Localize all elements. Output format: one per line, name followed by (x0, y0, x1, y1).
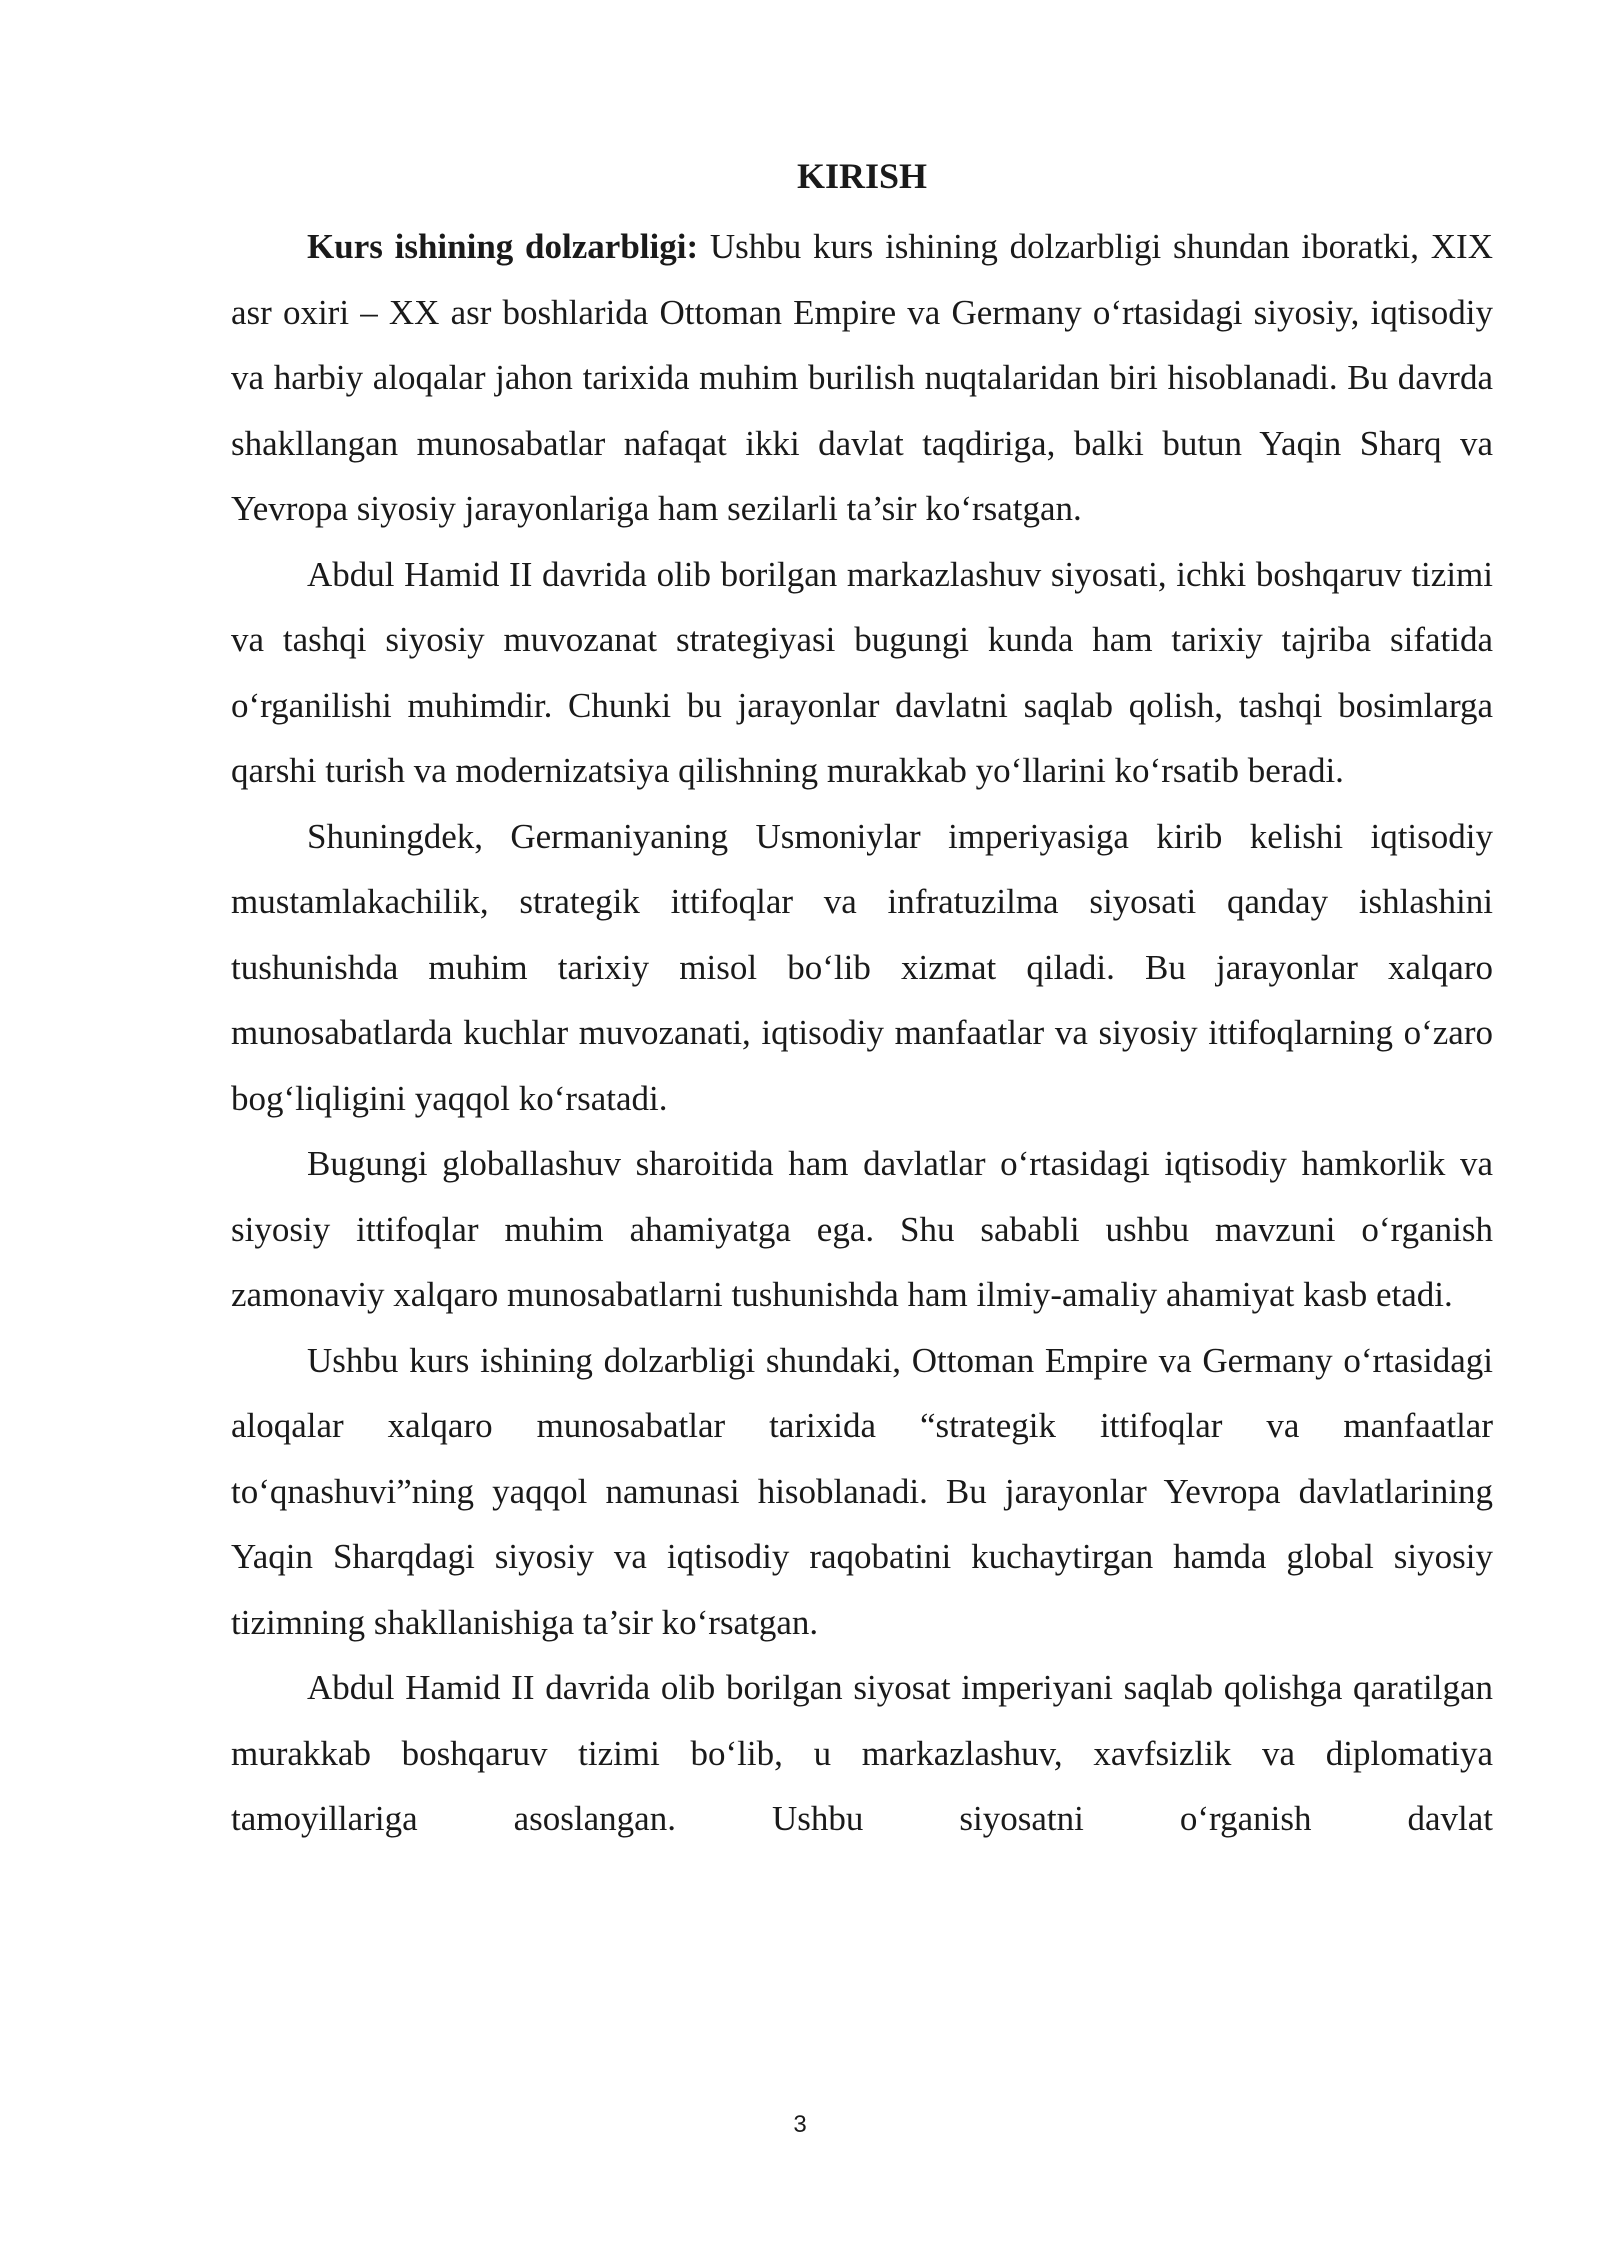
paragraph-globalization: Bugungi globallashuv sharoitida ham davlatlar o‘rtasidagi iqtisodiy hamkorlik va siyosiy ittifoqlar muhim ahamiyatga ega. Shu sababli ushbu mavzuni o‘rganish zamonaviy xalqaro munosabatlarni tushunishda ham ilmiy-amaliy ahamiyat kasb etadi. (231, 1144, 1493, 1314)
paragraph-relevance (231, 214, 1493, 542)
paragraph-germany-entry: Shuningdek, Germaniyaning Usmoniylar imperiyasiga kirib kelishi iqtisodiy mustamlakachilik, strategik ittifoqlar va infratuzilma siyosati qanday ishlashini tushunishda muhim tarixiy misol bo‘lib xizmat qiladi. Bu jarayonlar xalqaro munosabatlarda kuchlar muvozanati, iqtisodiy manfaatlar va siyosiy ittifoqlarning o‘zaro bog‘liqligini yaqqol ko‘rsatadi. (231, 816, 1493, 1118)
page-content (231, 150, 1493, 1852)
paragraph-strategic-alliances: Ushbu kurs ishining dolzarbligi shundaki, Ottoman Empire va Germany o‘rtasidagi aloqalar xalqaro munosabatlar tarixida “strategik ittifoqlar va manfaatlar to‘qnashuvi”ning yaqqol namunasi hisoblanadi. Bu jarayonlar Yevropa davlatlarining Yaqin Sharqdagi siyosiy va iqtisodiy raqobatini kuchaytirgan hamda global siyosiy tizimning shakllanishiga ta’sir ko‘rsatgan. (231, 1340, 1493, 1642)
paragraph-abdul-hamid-policy: Abdul Hamid II davrida olib borilgan siyosat imperiyani saqlab qolishga qaratilgan murakkab boshqaruv tizimi bo‘lib, u markazlashuv, xavfsizlik va diplomatiya tamoyillariga asoslangan. Ushbu siyosatni o‘rganish davlat (231, 1668, 1493, 1838)
paragraph-text: Ushbu kurs ishining dolzarbligi shundan iboratki, XIX asr oxiri – XX asr boshlarida Ottoman Empire va Germany o‘rtasidagi siyosiy, iqtisodiy va harbiy aloqalar jahon tarixida muhim burilish nuqtalaridan biri hisoblanadi. Bu davrda shakllangan munosabatlar nafaqat ikki davlat taqdiriga, balki butun Yaqin Sharq va Yevropa siyosiy jarayonlariga ham sezilarli ta’sir ko‘rsatgan. (231, 227, 1493, 528)
section-heading: KIRISH (796, 156, 928, 196)
paragraph-centralization: Abdul Hamid II davrida olib borilgan markazlashuv siyosati, ichki boshqaruv tizimi va tashqi siyosiy muvozanat strategiyasi bugungi kunda ham tarixiy tajriba sifatida o‘rganilishi muhimdir. Chunki bu jarayonlar davlatni saqlab qolish, tashqi bosimlarga qarshi turish va modernizatsiya qilishning murakkab yo‘llarini ko‘rsatib beradi. (231, 554, 1493, 790)
paragraph-lead: Kurs ishining dolzarbligi: (307, 227, 699, 266)
page-number: 3 (793, 2111, 807, 2138)
